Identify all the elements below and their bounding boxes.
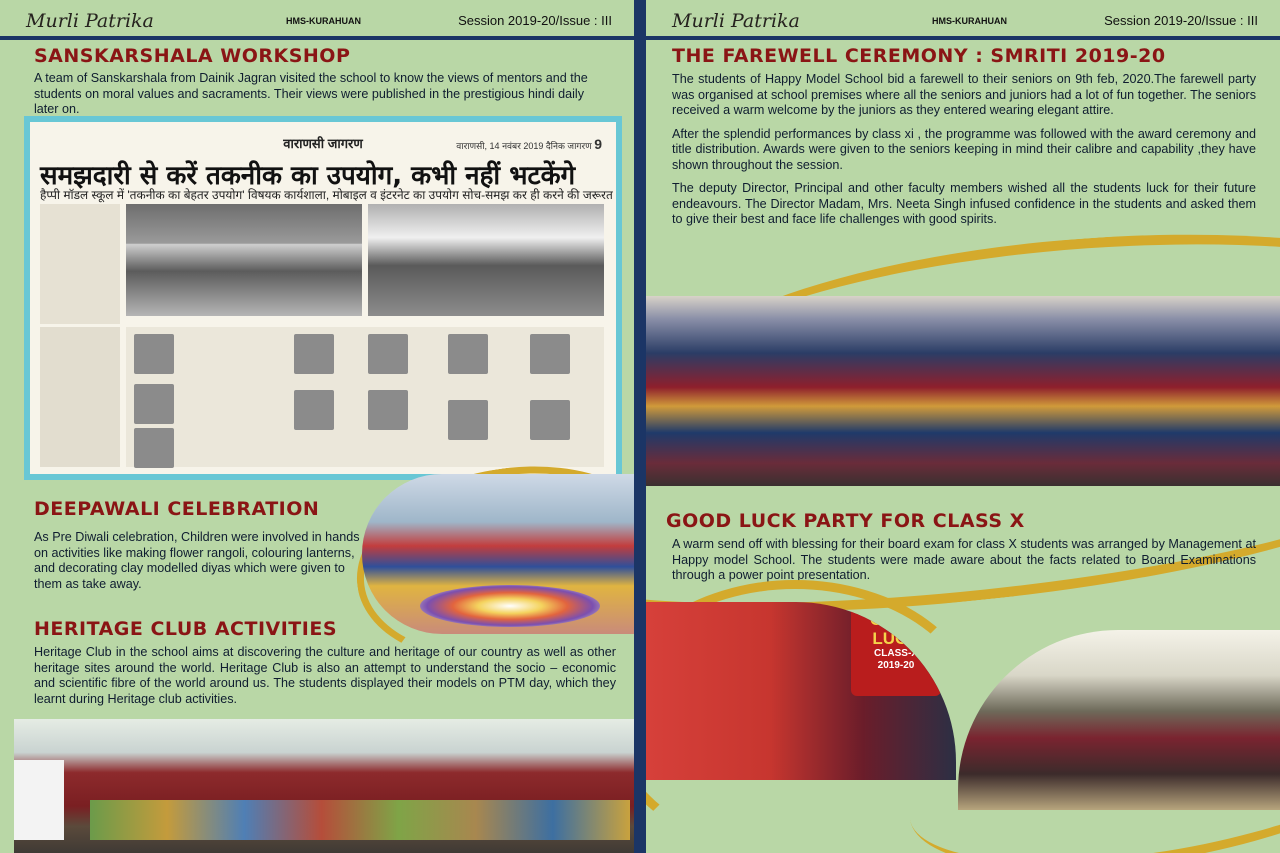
news-photo-classroom (126, 204, 362, 316)
farewell-paragraph: The students of Happy Model School bid a farewell to their seniors on 9th feb, 2020.The farewell party was organised at school premises where all the seniors and juniors had a lot of fun together. The seniors received a warm welcome by the juniors as they entered wearing elegant attire. (672, 72, 1256, 117)
goodluck-photo-stage (646, 602, 956, 780)
brand-title: Murli Patrika (26, 10, 154, 32)
brand-title: Murli Patrika (672, 10, 800, 32)
newspaper-masthead: वाराणसी जागरण (283, 136, 363, 151)
heritage-title: HERITAGE CLUB ACTIVITIES (34, 618, 338, 640)
goodluck-text: A warm send off with blessing for their board exam for class X students was arranged by Management at Happy model School. The students were made aware about the facts related to Board Examinations through a power point presentation. (672, 537, 1256, 582)
deepawali-text: As Pre Diwali celebration, Children were involved in hands on activities like making flower rangoli, colouring lanterns, and decorating clay modelled diyas which were given to them as take away. (34, 530, 360, 591)
goodluck-title: GOOD LUCK PARTY FOR CLASS X (666, 510, 1025, 532)
workshop-text: A team of Sanskarshala from Dainik Jagran visited the school to know the views of mentors and the students on moral values and sacraments. Their views were published in the prestigious hindi daily later on. (34, 71, 588, 116)
deepawali-title: DEEPAWALI CELEBRATION (34, 498, 320, 520)
news-portrait (530, 400, 570, 440)
heritage-poster (14, 760, 64, 840)
sign-line-1: GOOD (870, 610, 922, 629)
news-portrait (448, 334, 488, 374)
newspaper-clipping (30, 122, 616, 474)
sign-line-3: CLASS-X (874, 648, 918, 659)
heritage-text: Heritage Club in the school aims at discovering the culture and heritage of our country as well as other heritage sites around the world. Heritage Club is also an attempt to understand the socio – economic and scientific fibre of the world around us. The students displayed their models on PTM day, which they learnt during Heritage club activities. (34, 645, 616, 706)
newspaper-headline: समझदारी से करें तकनीक का उपयोग, कभी नहीं भटकेंगे (40, 161, 576, 191)
news-portrait (530, 334, 570, 374)
farewell-text (672, 72, 1256, 236)
header-rule (646, 36, 1280, 40)
page-header (646, 8, 1280, 36)
sign-line-4: 2019-20 (877, 660, 915, 671)
issue-label: Session 2019-20/Issue : III (458, 13, 612, 28)
news-column-text-2 (40, 327, 120, 467)
news-portrait (368, 390, 408, 430)
farewell-paragraph: After the splendid performances by class xi , the programme was followed with the award ceremony and title distribution. Awards were given to the seniors keeping in mind their calibre and capability ,they have shown throughout the session. (672, 126, 1256, 172)
right-page (646, 0, 1280, 853)
newspaper-subhead: हैप्पी मॉडल स्कूल में 'तकनीक का बेहतर उपयोग' विषयक कार्यशाला, मोबाइल व इंटरनेट का उपयोग सोच-समझ कर ही करने की जरूरत (40, 188, 613, 202)
news-portrait (294, 390, 334, 430)
goodluck-sign (851, 604, 941, 696)
sign-line-2: LUCK (872, 629, 920, 648)
news-portrait (368, 334, 408, 374)
heritage-models (90, 800, 630, 840)
news-portrait (134, 384, 174, 424)
news-portrait (134, 334, 174, 374)
header-rule (0, 36, 634, 40)
newspaper-date: वाराणसी, 14 नवंबर 2019 दैनिक जागरण 9 (456, 136, 602, 152)
issue-label: Session 2019-20/Issue : III (1104, 13, 1258, 28)
school-code: HMS-KURAHUAN (932, 16, 1007, 26)
page-header (0, 8, 634, 36)
news-portrait (294, 334, 334, 374)
school-code: HMS-KURAHUAN (286, 16, 361, 26)
news-column-text (40, 204, 120, 324)
left-page (0, 0, 634, 853)
news-portrait (448, 400, 488, 440)
workshop-title: SANSKARSHALA WORKSHOP (34, 45, 351, 67)
news-portrait (134, 428, 174, 468)
farewell-title: THE FAREWELL CEREMONY : SMRITI 2019-20 (672, 45, 1166, 67)
center-gutter (634, 0, 646, 853)
news-photo-assembly (368, 204, 604, 316)
farewell-paragraph: The deputy Director, Principal and other faculty members wished all the students luck for their future endeavours. The Director Madam, Mrs. Neeta Singh infused confidence in the students and asked them to give their best and face life challenges with good spirits. (672, 181, 1256, 226)
rangoli-shape (420, 585, 600, 627)
